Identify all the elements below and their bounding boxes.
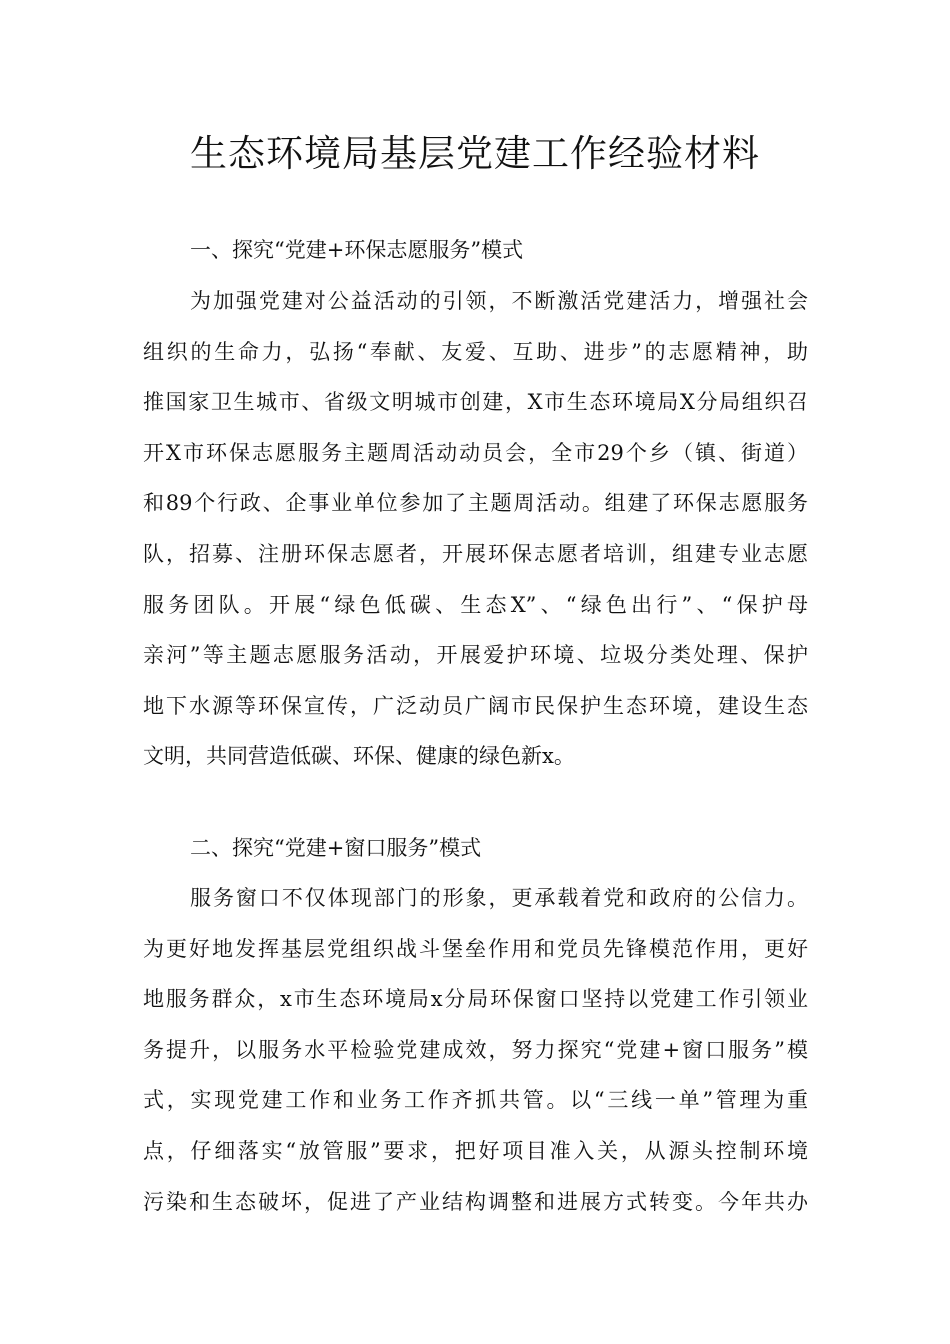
- paragraph-line: 点，仔细落实“放管服”要求，把好项目准入关，从源头控制环境: [143, 1138, 808, 1163]
- paragraph-line: 文明，共同营造低碳、环保、健康的绿色新x。: [143, 744, 575, 769]
- section-paragraph-2: [143, 884, 808, 1238]
- paragraph-line: 地服务群众，x市生态环境局x分局环保窗口坚持以党建工作引领业: [143, 987, 808, 1012]
- paragraph-line: 和89个行政、企事业单位参加了主题周活动。组建了环保志愿服务: [143, 491, 808, 516]
- paragraph-line: 亲河”等主题志愿服务活动，开展爱护环境、垃圾分类处理、保护: [143, 643, 808, 668]
- section-heading-1: 一、探究“党建+环保志愿服务”模式: [190, 238, 524, 262]
- paragraph-line: 务提升，以服务水平检验党建成效，努力探究“党建+窗口服务”模: [143, 1037, 808, 1062]
- document-title: 生态环境局基层党建工作经验材料: [190, 132, 760, 175]
- paragraph-line: 组织的生命力，弘扬“奉献、友爱、互助、进步”的志愿精神，助: [143, 339, 808, 364]
- paragraph-line: 式，实现党建工作和业务工作齐抓共管。以“三线一单”管理为重: [143, 1088, 808, 1113]
- paragraph-line: 开X市环保志愿服务主题周活动动员会，全市29个乡（镇、街道）: [143, 440, 808, 465]
- paragraph-line: 队，招募、注册环保志愿者，开展环保志愿者培训，组建专业志愿: [143, 541, 808, 566]
- paragraph-line: 污染和生态破坏，促进了产业结构调整和进展方式转变。今年共办: [143, 1189, 808, 1214]
- paragraph-line: 推国家卫生城市、省级文明城市创建，X市生态环境局X分局组织召: [143, 390, 808, 415]
- section-heading-2: 二、探究“党建+窗口服务”模式: [190, 836, 482, 860]
- section-paragraph-1: [143, 287, 808, 793]
- paragraph-line: 服务窗口不仅体现部门的形象，更承载着党和政府的公信力。: [190, 886, 808, 910]
- paragraph-line: 地下水源等环保宣传，广泛动员广阔市民保护生态环境，建设生态: [143, 693, 808, 718]
- paragraph-line: 为更好地发挥基层党组织战斗堡垒作用和党员先锋模范作用，更好: [143, 936, 808, 961]
- paragraph-line: 服务团队。开展“绿色低碳、生态X”、“绿色出行”、“保护母: [143, 592, 808, 617]
- paragraph-line: 为加强党建对公益活动的引领，不断激活党建活力，增强社会: [190, 289, 808, 313]
